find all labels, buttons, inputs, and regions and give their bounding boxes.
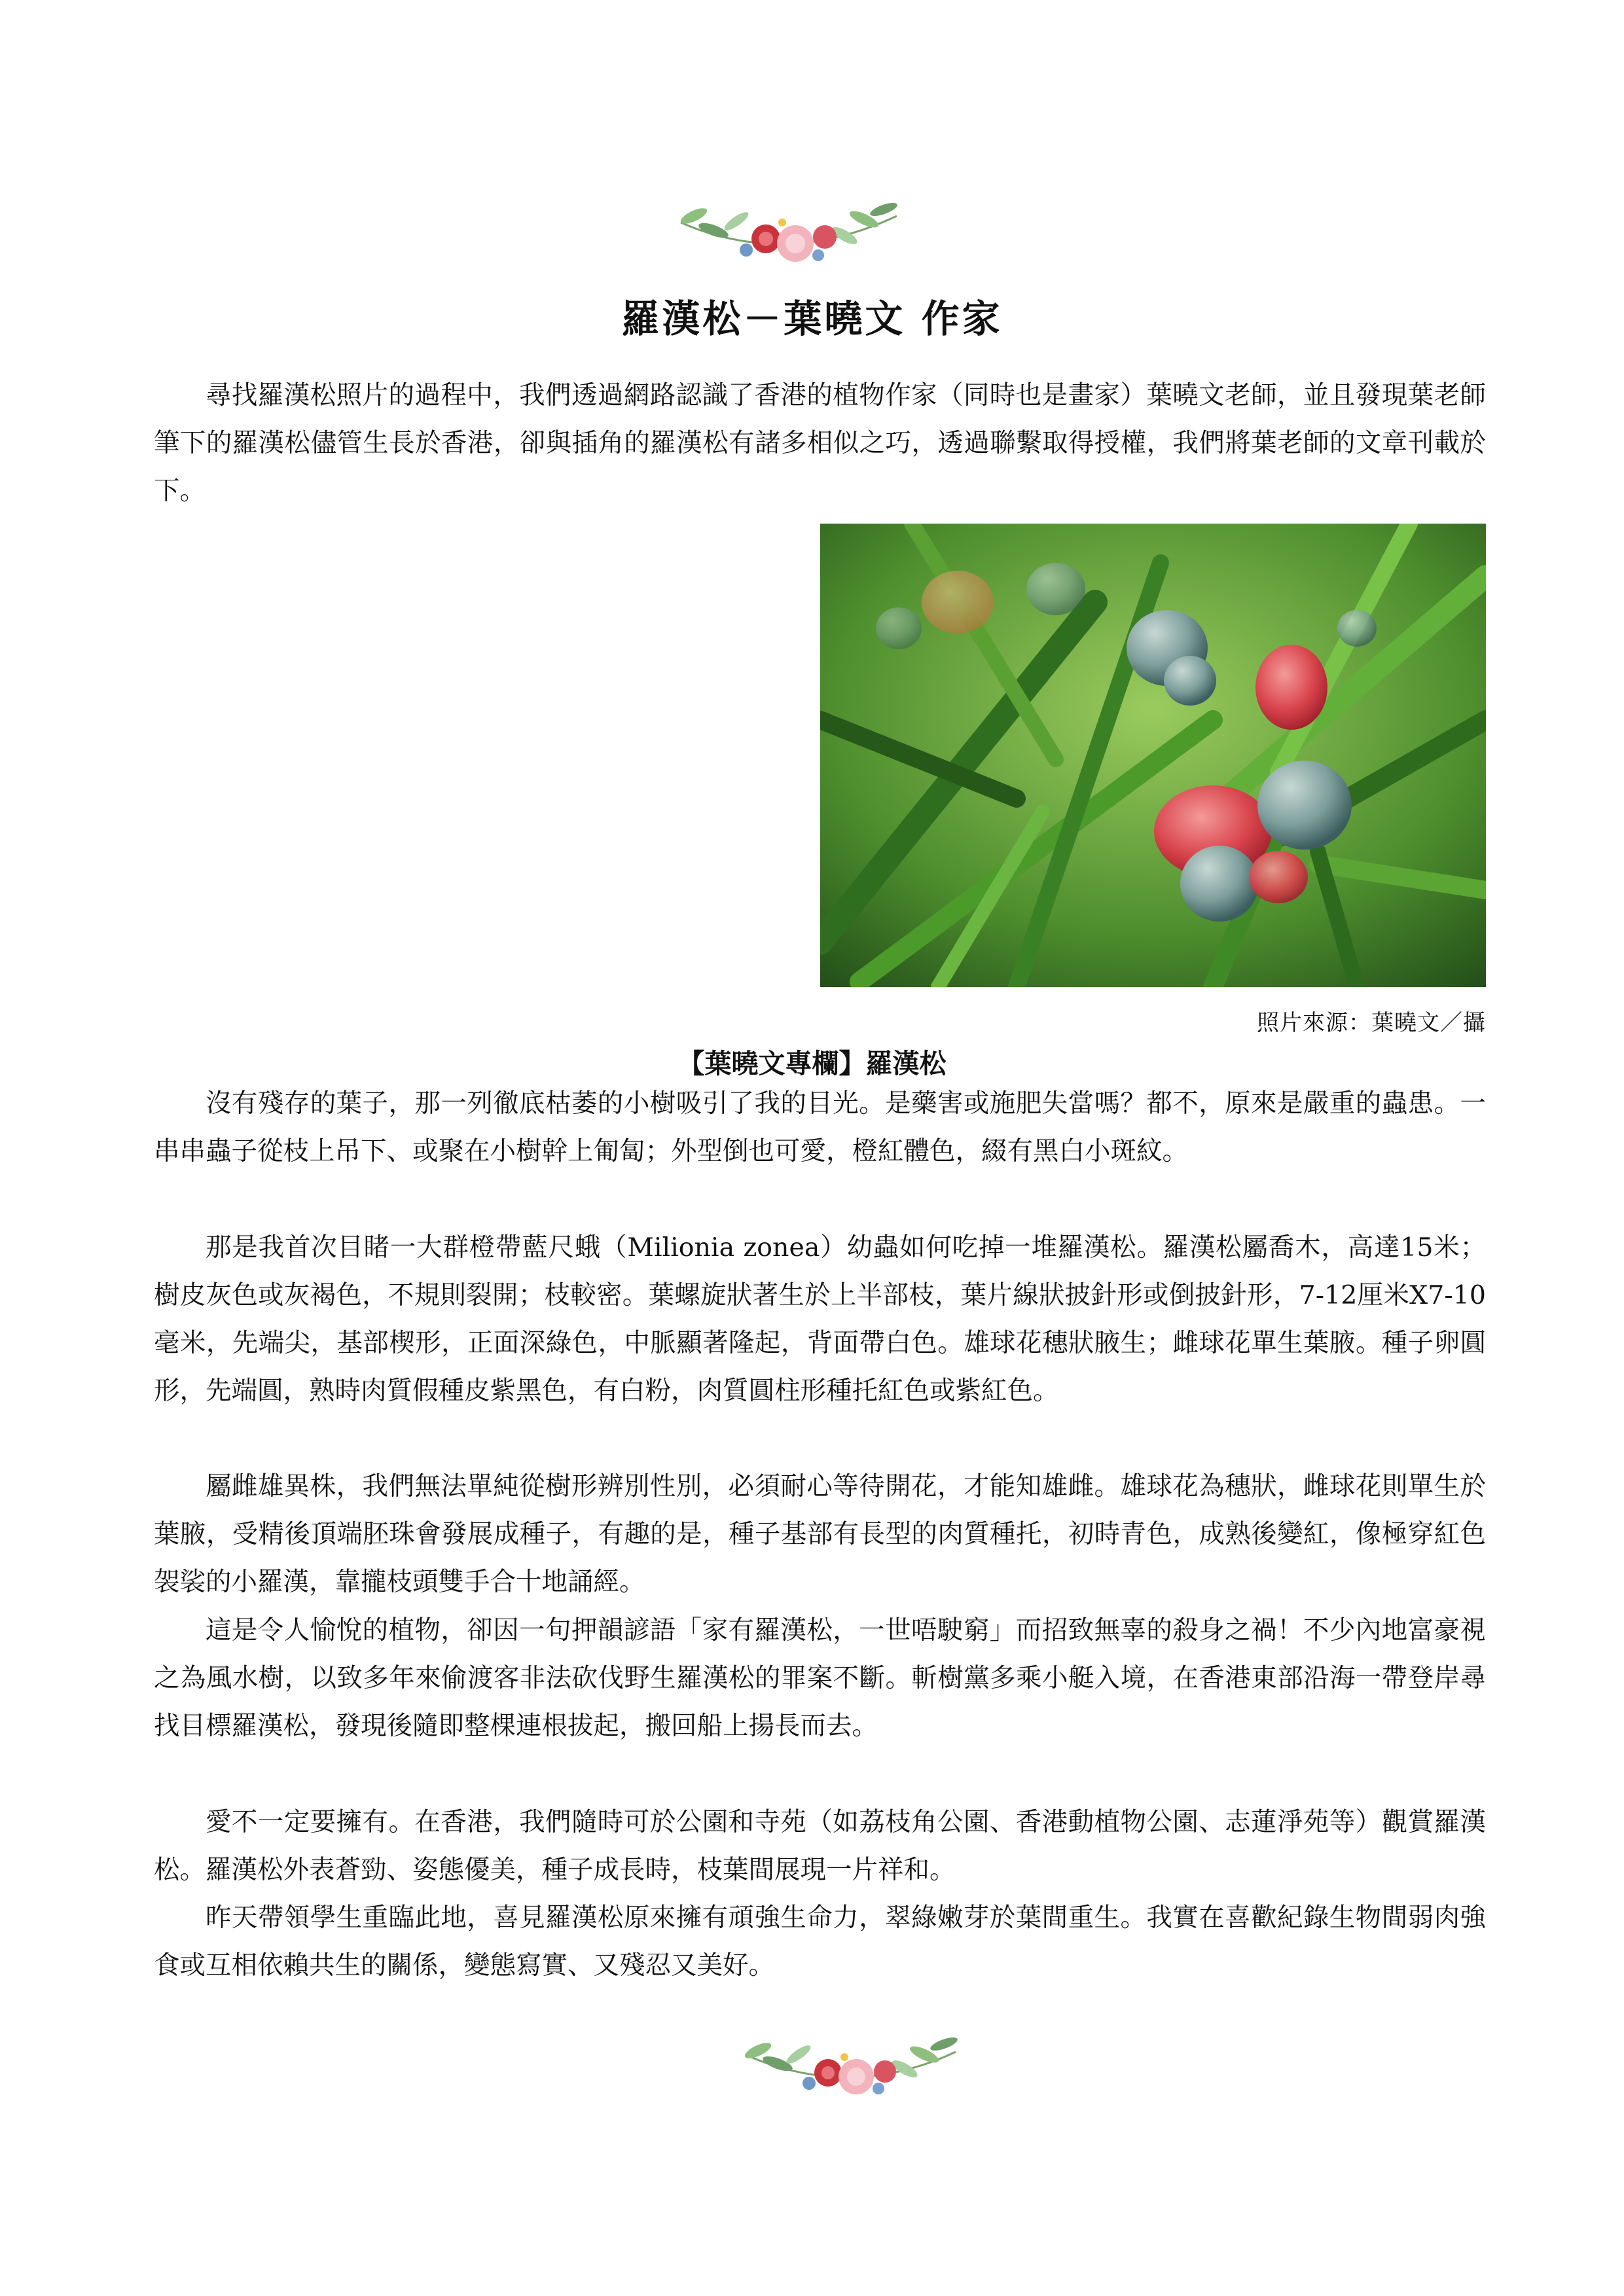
body-paragraph: 屬雌雄異株，我們無法單純從樹形辨別性別，必須耐心等待開花，才能知雄雌。雄球花為穗狀，雌球花則單生於葉腋，受精後頂端胚珠會發展成種子，有趣的是，種子基部有長型的肉質種托，初時青色，成熟後變紅，像極穿紅色袈裟的小羅漢，靠攏枝頭雙手合十地誦經。 <box>154 1471 1486 1597</box>
photo-caption: 照片來源：葉曉文／攝 <box>1257 1010 1486 1036</box>
podocarpus-seeds-photo <box>820 524 1486 987</box>
column-title: 【葉曉文專欄】羅漢松 <box>677 1048 947 1079</box>
page-title: 羅漢松－葉曉文 作家 <box>621 296 1003 341</box>
intro-paragraph: 尋找羅漢松照片的過程中，我們透過網路認識了香港的植物作家（同時也是畫家）葉曉文老師，並且發現葉老師筆下的羅漢松儘管生長於香港，卻與插角的羅漢松有諸多相似之巧，透過聯繫取得授權，我們將葉老師的文章刊載於下。 <box>154 380 1486 506</box>
floral-wreath-icon <box>733 2026 969 2108</box>
body-paragraph: 沒有殘存的葉子，那一列徹底枯萎的小樹吸引了我的目光。是藥害或施肥失當嗎？都不，原來是嚴重的蟲患。一串串蟲子從枝上吊下、或聚在小樹幹上匍匐；外型倒也可愛，橙紅體色，綴有黑白小斑紋。 <box>154 1088 1486 1166</box>
body-paragraph: 這是令人愉悅的植物，卻因一句押韻諺語「家有羅漢松，一世唔駛窮」而招致無辜的殺身之禍！不少內地富豪視之為風水樹，以致多年來偷渡客非法砍伐野生羅漢松的罪案不斷。斬樹黨多乘小艇入境，在香港東部沿海一帶登岸尋找目標羅漢松，發現後隨即整棵連根拔起，搬回船上揚長而去。 <box>154 1615 1486 1741</box>
floral-wreath-icon <box>668 190 910 275</box>
body-paragraph: 愛不一定要擁有。在香港，我們隨時可於公園和寺苑（如荔枝角公園、香港動植物公園、志蓮淨苑等）觀賞羅漢松。羅漢松外表蒼勁、姿態優美，種子成長時，枝葉間展現一片祥和。 <box>154 1807 1486 1885</box>
body-paragraph: 那是我首次目睹一大群橙帶藍尺蛾（Milionia zonea）幼蟲如何吃掉一堆羅漢松。羅漢松屬喬木，高達15米；樹皮灰色或灰褐色，不規則裂開；枝較密。葉螺旋狀著生於上半部枝，葉片線狀披針形或倒披針形，7-12厘米X7-10毫米，先端尖，基部楔形，正面深綠色，中脈顯著隆起，背面帶白色。雄球花穗狀腋生；雌球花單生葉腋。種子卵圓形，先端圓，熟時肉質假種皮紫黑色，有白粉，肉質圓柱形種托紅色或紫紅色。 <box>154 1232 1486 1406</box>
body-paragraph: 昨天帶領學生重臨此地，喜見羅漢松原來擁有頑強生命力，翠綠嫩芽於葉間重生。我實在喜歡紀錄生物間弱肉強食或互相依賴共生的關係，變態寫實、又殘忍又美好。 <box>154 1903 1486 1981</box>
